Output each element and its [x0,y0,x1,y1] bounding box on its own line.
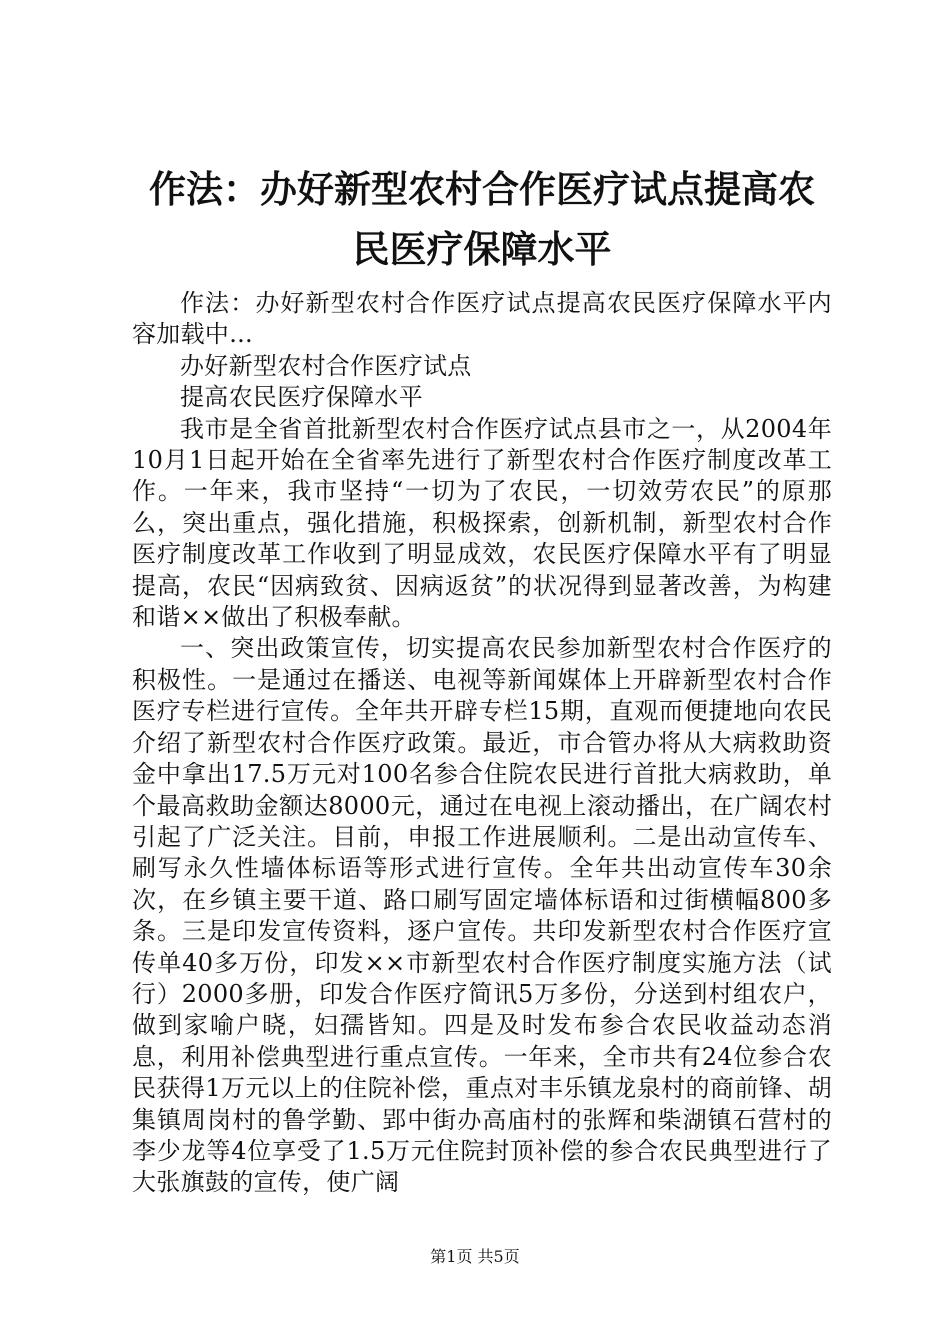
page-footer: 第1页 共5页 [430,1247,520,1266]
paragraph-section-1: 一、突出政策宣传，切实提高农民参加新型农村合作医疗的积极性。一是通过在播送、电视等新闻媒体上开辟新型农村合作医疗专栏进行宣传。全年共开辟专栏15期，直观而便捷地向农民介绍了新型农村合作医疗政策。最近，市合管办将从大病救助资金中拿出17.5万元对100名参合住院农民进行首批大病救助，单个最高救助金额达8000元，通过在电视上滚动播出，在广阔农村引起了广泛关注。目前，申报工作进展顺利。二是出动宣传车、刷写永久性墙体标语等形式进行宣传。全年共出动宣传车30余次，在乡镇主要干道、路口刷写固定墙体标语和过街横幅800多条。三是印发宣传资料，逐户宣传。共印发新型农村合作医疗宣传单40多万份，印发××市新型农村合作医疗制度实施方法（试行）2000多册，印发合作医疗简讯5万多份，分送到村组农户，做到家喻户晓，妇孺皆知。四是及时发布参合农民收益动态消息，利用补偿典型进行重点宣传。一年来，全市共有24位参合农民获得1万元以上的住院补偿，重点对丰乐镇龙泉村的商前锋、胡集镇周岗村的鲁学勤、郢中街办高庙村的张辉和柴湖镇石营村的李少龙等4位享受了1.5万元住院封顶补偿的参合农民典型进行了大张旗鼓的宣传，使广阔 [132,634,832,1197]
paragraph-intro: 作法：办好新型农村合作医疗试点提高农民医疗保障水平内容加载中... [132,289,832,349]
paragraph-subtitle-2: 提高农民医疗保障水平 [180,383,423,412]
document-page [132,160,832,1199]
paragraph-overview: 我市是全省首批新型农村合作医疗试点县市之一，从2004年10月1日起开始在全省率先进行了新型农村合作医疗制度改革工作。一年来，我市坚持“一切为了农民，一切效劳农民”的原那么，突出重点，强化措施，积极探索，创新机制，新型农村合作医疗制度改革工作收到了明显成效，农民医疗保障水平有了明显提高，农民“因病致贫、因病返贫”的状况得到显著改善，为构建和谐××做出了积极奉献。 [132,414,832,632]
paragraph-subtitle-1: 办好新型农村合作医疗试点 [180,351,472,380]
document-title: 作法：办好新型农村合作医疗试点提高农民医疗保障水平 [149,168,815,271]
